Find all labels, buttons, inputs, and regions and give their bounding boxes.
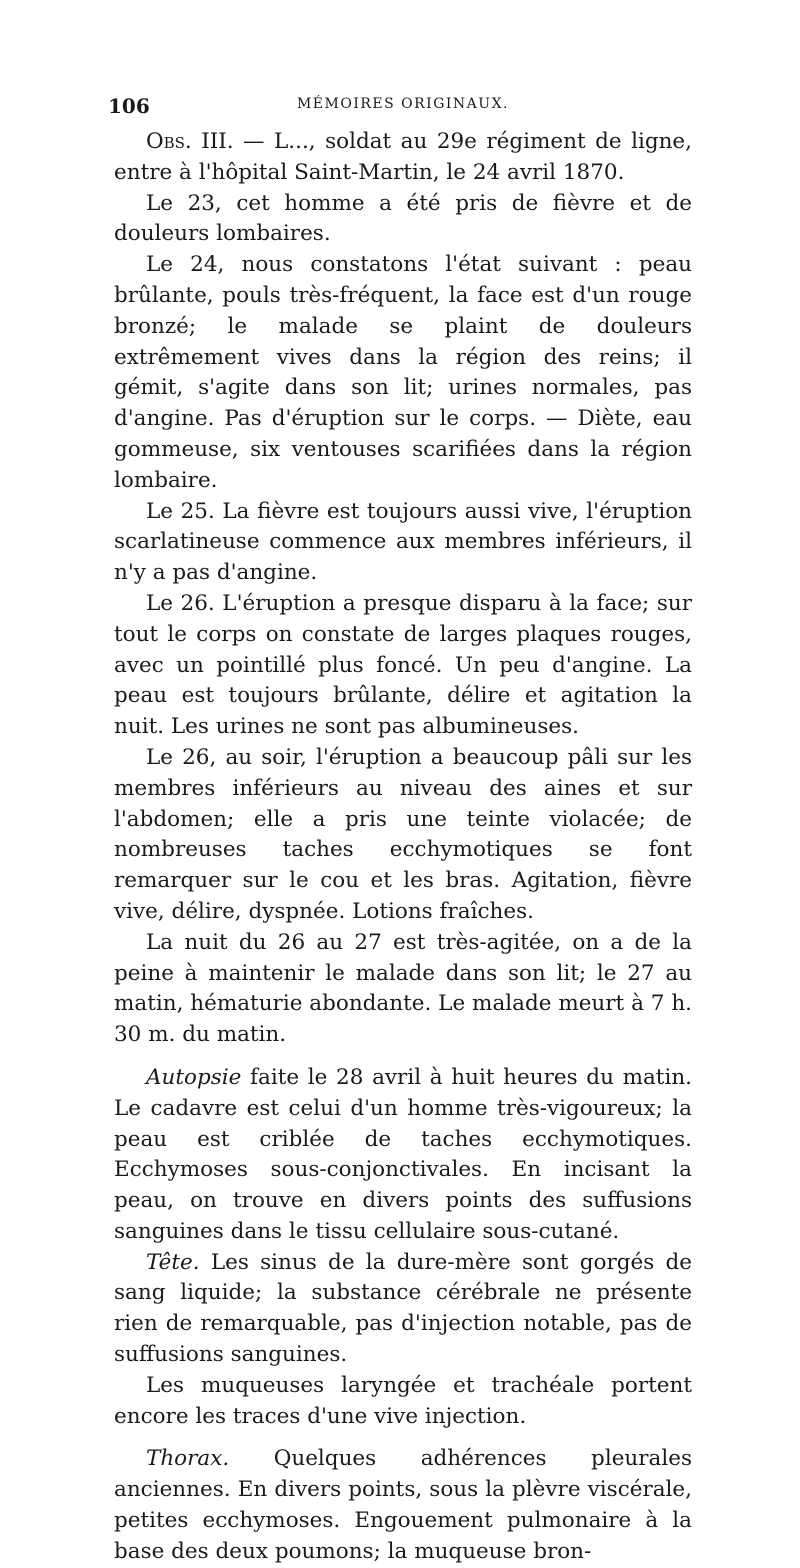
paragraph-text: Le 26. L'éruption a presque disparu à la face; sur tout le corps on constate de larges plaques rouges, avec un pointillé plus foncé. Un peu d'angine. La peau est toujours brûlante, délire et agitation la nuit. Les urines ne sont pas albumineuses.: [114, 590, 692, 740]
paragraph-day-26-evening: [114, 743, 692, 928]
running-title: MÉMOIRES ORIGINAUX.: [296, 96, 510, 112]
paragraph-text: Le 24, nous constatons l'état suivant : peau brûlante, pouls très-fréquent, la face est d'un rouge bronzé; le malade se plaint de douleurs extrêmement vives dans la région des reins; il gémit, s'agite dans son lit; urines normales, pas d'angine. Pas d'éruption sur le corps. — Diète, eau gommeuse, six ventouses scarifiées dans la région lombaire.: [114, 252, 692, 493]
paragraph-day-23: [114, 189, 692, 251]
thorax-label: Thorax.: [146, 1446, 230, 1472]
paragraph-text: Le 25. La fièvre est toujours aussi vive, l'éruption scarlatineuse commence aux membres inférieurs, il n'y a pas d'angine.: [114, 498, 692, 586]
tete-label: Tête.: [146, 1249, 200, 1275]
paragraph-observation-heading: [114, 127, 692, 189]
paragraph-text: faite le 28 avril à huit heures du matin. Le cadavre est celui d'un homme très-vigoureux; la peau est criblée de taches ecchymotiques. Ecchymoses sous-conjonctivales. En incisant la peau, on trouve en divers points des suffusions sanguines dans le tissu cellulaire sous-cutané.: [114, 1064, 692, 1244]
paragraph-text: Quelques adhérences pleurales anciennes. En divers points, sous la plèvre viscérale, petites ecchymoses. Engouement pulmonaire à la base des deux poumons; la muqueuse bron-: [114, 1446, 692, 1564]
autopsie-label: Autopsie: [146, 1064, 242, 1090]
paragraph-text: Les sinus de la dure-mère sont gorgés de sang liquide; la substance cérébrale ne présente rien de remarquable, pas d'injection notable, pas de suffusions sanguines.: [114, 1249, 692, 1368]
paragraph-autopsie: [114, 1063, 692, 1248]
observation-label: Obs. III.: [146, 129, 234, 154]
page-number: 106: [108, 94, 150, 118]
running-head: [108, 94, 698, 120]
paragraph-day-26: [114, 589, 692, 743]
paragraph-tete: [114, 1248, 692, 1371]
paragraph-text: Le 23, cet homme a été pris de fièvre et de douleurs lombaires.: [114, 190, 692, 247]
paragraph-text: Le 26, au soir, l'éruption a beaucoup pâli sur les membres inférieurs au niveau des aines et sur l'abdomen; elle a pris une teinte violacée; de nombreuses taches ecchymotiques se font remarquer sur le cou et les bras. Agitation, fièvre vive, délire, dyspnée. Lotions fraîches.: [114, 744, 692, 924]
paragraph-day-24: [114, 250, 692, 496]
paragraph-day-25: [114, 497, 692, 589]
paragraph-text: Les muqueuses laryngée et trachéale portent encore les traces d'une vive injection.: [114, 1372, 692, 1429]
paragraph-text: — L..., soldat au 29e régiment de ligne, entre à l'hôpital Saint-Martin, le 24 avril 1870.: [114, 129, 692, 185]
paragraph-thorax: [114, 1444, 692, 1567]
paragraph-muqueuses: [114, 1371, 692, 1433]
paragraph-text: La nuit du 26 au 27 est très-agitée, on a de la peine à maintenir le malade dans son lit; le 27 au matin, hématurie abondante. Le malade meurt à 7 h. 30 m. du matin.: [114, 929, 692, 1048]
body-text: [114, 127, 692, 1568]
paragraph-night-26-27: [114, 928, 692, 1051]
